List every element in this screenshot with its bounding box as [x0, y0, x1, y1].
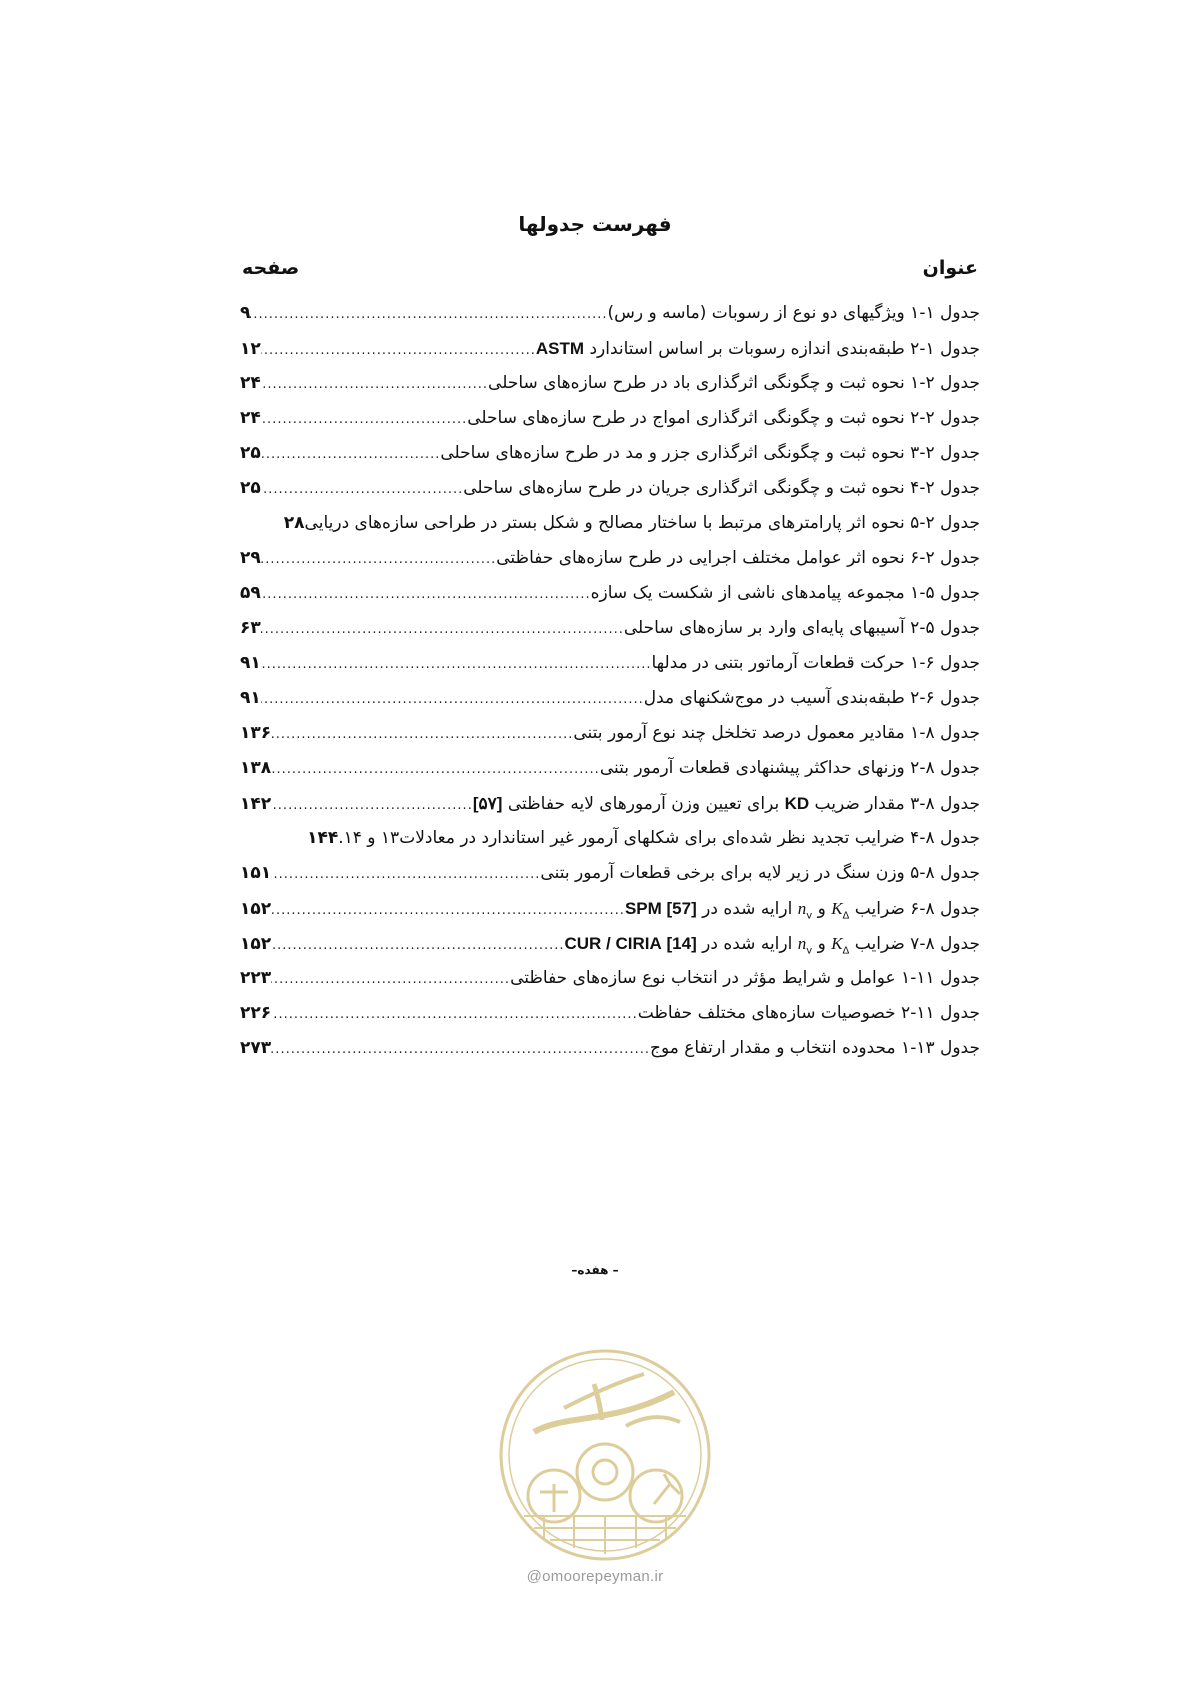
dot-leader	[271, 857, 540, 892]
toc-entry-page: ۹۱	[240, 688, 261, 708]
toc-entry[interactable]	[240, 366, 980, 401]
page-column-header: صفحه	[242, 257, 300, 279]
toc-entry-page: ۱۵۲	[240, 899, 272, 919]
toc-entry-page: ۱۴۴	[307, 828, 339, 848]
toc-entry-title: جدول ۵-۱ مجموعه پیامدهای ناشی از شکست یک سازه	[590, 583, 980, 603]
toc-entry[interactable]	[240, 296, 980, 331]
toc-entry[interactable]	[240, 401, 980, 436]
toc-entry-page: ۲۷۳	[240, 1038, 272, 1058]
toc-entry-title: جدول ۶-۲ طبقه‌بندی آسیب در موج‌شکنهای مدل	[643, 688, 980, 708]
toc-entry-title: جدول ۱-۱ ویژگیهای دو نوع از رسوبات (ماسه و رس)	[607, 303, 980, 323]
page-title: فهرست جدولها	[518, 212, 672, 236]
toc-entry-page: ۵۹	[240, 583, 261, 603]
dot-leader	[261, 647, 652, 682]
table-of-tables	[240, 296, 980, 1066]
watermark-logo	[494, 1344, 716, 1566]
dot-leader	[261, 367, 488, 402]
toc-entry-title: جدول ۱-۲ طبقه‌بندی اندازه رسوبات بر اساس استاندارد ASTM	[535, 339, 980, 359]
toc-entry-page: ۱۴۲	[240, 794, 272, 814]
dot-leader	[261, 682, 644, 717]
dot-leader	[250, 297, 607, 332]
toc-entry-title: جدول ۱۱-۱ عوامل و شرایط مؤثر در انتخاب نوع سازه‌های حفاظتی	[510, 968, 980, 988]
toc-entry-page: ۱۵۱	[240, 863, 272, 883]
toc-entry[interactable]	[240, 1031, 980, 1066]
toc-entry-page: ۲۴	[240, 373, 261, 393]
toc-entry[interactable]	[240, 891, 980, 926]
toc-entry[interactable]	[240, 611, 980, 646]
dot-leader	[271, 928, 564, 963]
toc-entry[interactable]	[240, 961, 980, 996]
dot-leader	[261, 612, 624, 647]
toc-entry-page: ۱۳۶	[240, 723, 272, 743]
toc-entry[interactable]	[240, 576, 980, 611]
toc-entry-page: ۲۲۶	[240, 1003, 272, 1023]
watermark-url: @omoorepeyman.ir	[526, 1568, 664, 1585]
toc-entry[interactable]	[240, 541, 980, 576]
toc-entry-title: جدول ۸-۲ وزنهای حداکثر پیشنهادی قطعات آرمور بتنی	[599, 758, 980, 778]
toc-entry[interactable]	[240, 926, 980, 961]
toc-entry[interactable]	[240, 436, 980, 471]
toc-entry-page: ۲۴	[240, 408, 261, 428]
toc-entry-page: ۹	[240, 303, 251, 323]
dot-leader	[271, 717, 573, 752]
toc-entry[interactable]	[240, 471, 980, 506]
toc-entry-title: جدول ۸-۷ ضرایب $K_\Delta$ و $n_v$ ارایه شده در [14] CUR / CIRIA	[564, 934, 980, 957]
toc-entry-title: جدول ۱۱-۲ خصوصیات سازه‌های مختلف حفاظت	[637, 1003, 980, 1023]
toc-entry[interactable]	[240, 856, 980, 891]
toc-entry-title: جدول ۸-۴ ضرایب تجدید نظر شده‌ای برای شکلهای آرمور غیر استاندارد در معادلات۱۳ و ۱۴.	[338, 828, 980, 848]
dot-leader	[261, 472, 463, 507]
toc-entry-title: جدول ۸-۵ وزن سنگ در زیر لایه برای برخی قطعات آرمور بتنی	[540, 863, 980, 883]
toc-entry-title: جدول ۱۳-۱ محدوده انتخاب و مقدار ارتفاع موج	[649, 1038, 980, 1058]
toc-entry-page: ۱۵۲	[240, 934, 272, 954]
toc-entry-page: ۲۵	[240, 443, 261, 463]
toc-entry-title: جدول ۶-۱ حرکت قطعات آرماتور بتنی در مدلها	[651, 653, 980, 673]
dot-leader	[271, 962, 510, 997]
dot-leader	[271, 788, 473, 823]
seal-icon	[494, 1344, 716, 1566]
toc-entry-page: ۹۱	[240, 653, 261, 673]
toc-entry-page: ۱۳۸	[240, 758, 272, 778]
dot-leader	[271, 1032, 650, 1067]
dot-leader	[261, 542, 496, 577]
dot-leader	[271, 752, 600, 787]
toc-entry[interactable]	[240, 786, 980, 821]
toc-entry-page: ۱۲	[240, 339, 261, 359]
toc-entry[interactable]	[240, 331, 980, 366]
toc-entry-page: ۲۵	[240, 478, 261, 498]
toc-entry[interactable]	[240, 646, 980, 681]
toc-entry-page: ۶۳	[240, 618, 261, 638]
toc-entry-page: ۲۸	[283, 513, 305, 533]
toc-entry-title: جدول ۲-۲ نحوه ثبت و چگونگی اثرگذاری امواج در طرح سازه‌های ساحلی	[467, 408, 980, 428]
toc-entry[interactable]	[240, 751, 980, 786]
toc-entry-page: ۲۹	[240, 548, 261, 568]
toc-entry-title: جدول ۲-۱ نحوه ثبت و چگونگی اثرگذاری باد در طرح سازه‌های ساحلی	[488, 373, 980, 393]
toc-entry-title: جدول ۲-۳ نحوه ثبت و چگونگی اثرگذاری جزر و مد در طرح سازه‌های ساحلی	[440, 443, 980, 463]
toc-entry-title: جدول ۲-۴ نحوه ثبت و چگونگی اثرگذاری جریان در طرح سازه‌های ساحلی	[463, 478, 980, 498]
toc-entry-title: جدول ۸-۳ مقدار ضریب KD برای تعیین وزن آرمورهای لایه حفاظتی [۵۷]	[472, 794, 980, 814]
toc-entry-title: جدول ۲-۶ نحوه اثر عوامل مختلف اجرایی در طرح سازه‌های حفاظتی	[496, 548, 980, 568]
dot-leader	[271, 997, 638, 1032]
dot-leader	[271, 893, 625, 928]
toc-entry[interactable]	[240, 821, 980, 856]
toc-entry-title: جدول ۸-۶ ضرایب $K_\Delta$ و $n_v$ ارایه شده در [57] SPM	[624, 899, 980, 922]
toc-entry[interactable]	[240, 996, 980, 1031]
dot-leader	[261, 402, 467, 437]
toc-entry-title: جدول ۲-۵ نحوه اثر پارامترهای مرتبط با ساختار مصالح و شکل بستر در طراحی سازه‌های دریایی	[304, 513, 980, 533]
dot-leader	[261, 577, 591, 612]
dot-leader	[261, 333, 536, 368]
title-column-header: عنوان	[922, 257, 978, 279]
toc-entry-title: جدول ۵-۲ آسیبهای پایه‌ای وارد بر سازه‌های ساحلی	[623, 618, 980, 638]
toc-entry-page: ۲۲۳	[240, 968, 272, 988]
page-number-footer: – هفده–	[571, 1263, 619, 1277]
dot-leader	[261, 437, 441, 472]
toc-entry[interactable]	[240, 506, 980, 541]
toc-entry[interactable]	[240, 716, 980, 751]
toc-entry-title: جدول ۸-۱ مقادیر معمول درصد تخلخل چند نوع آرمور بتنی	[573, 723, 980, 743]
toc-entry[interactable]	[240, 681, 980, 716]
